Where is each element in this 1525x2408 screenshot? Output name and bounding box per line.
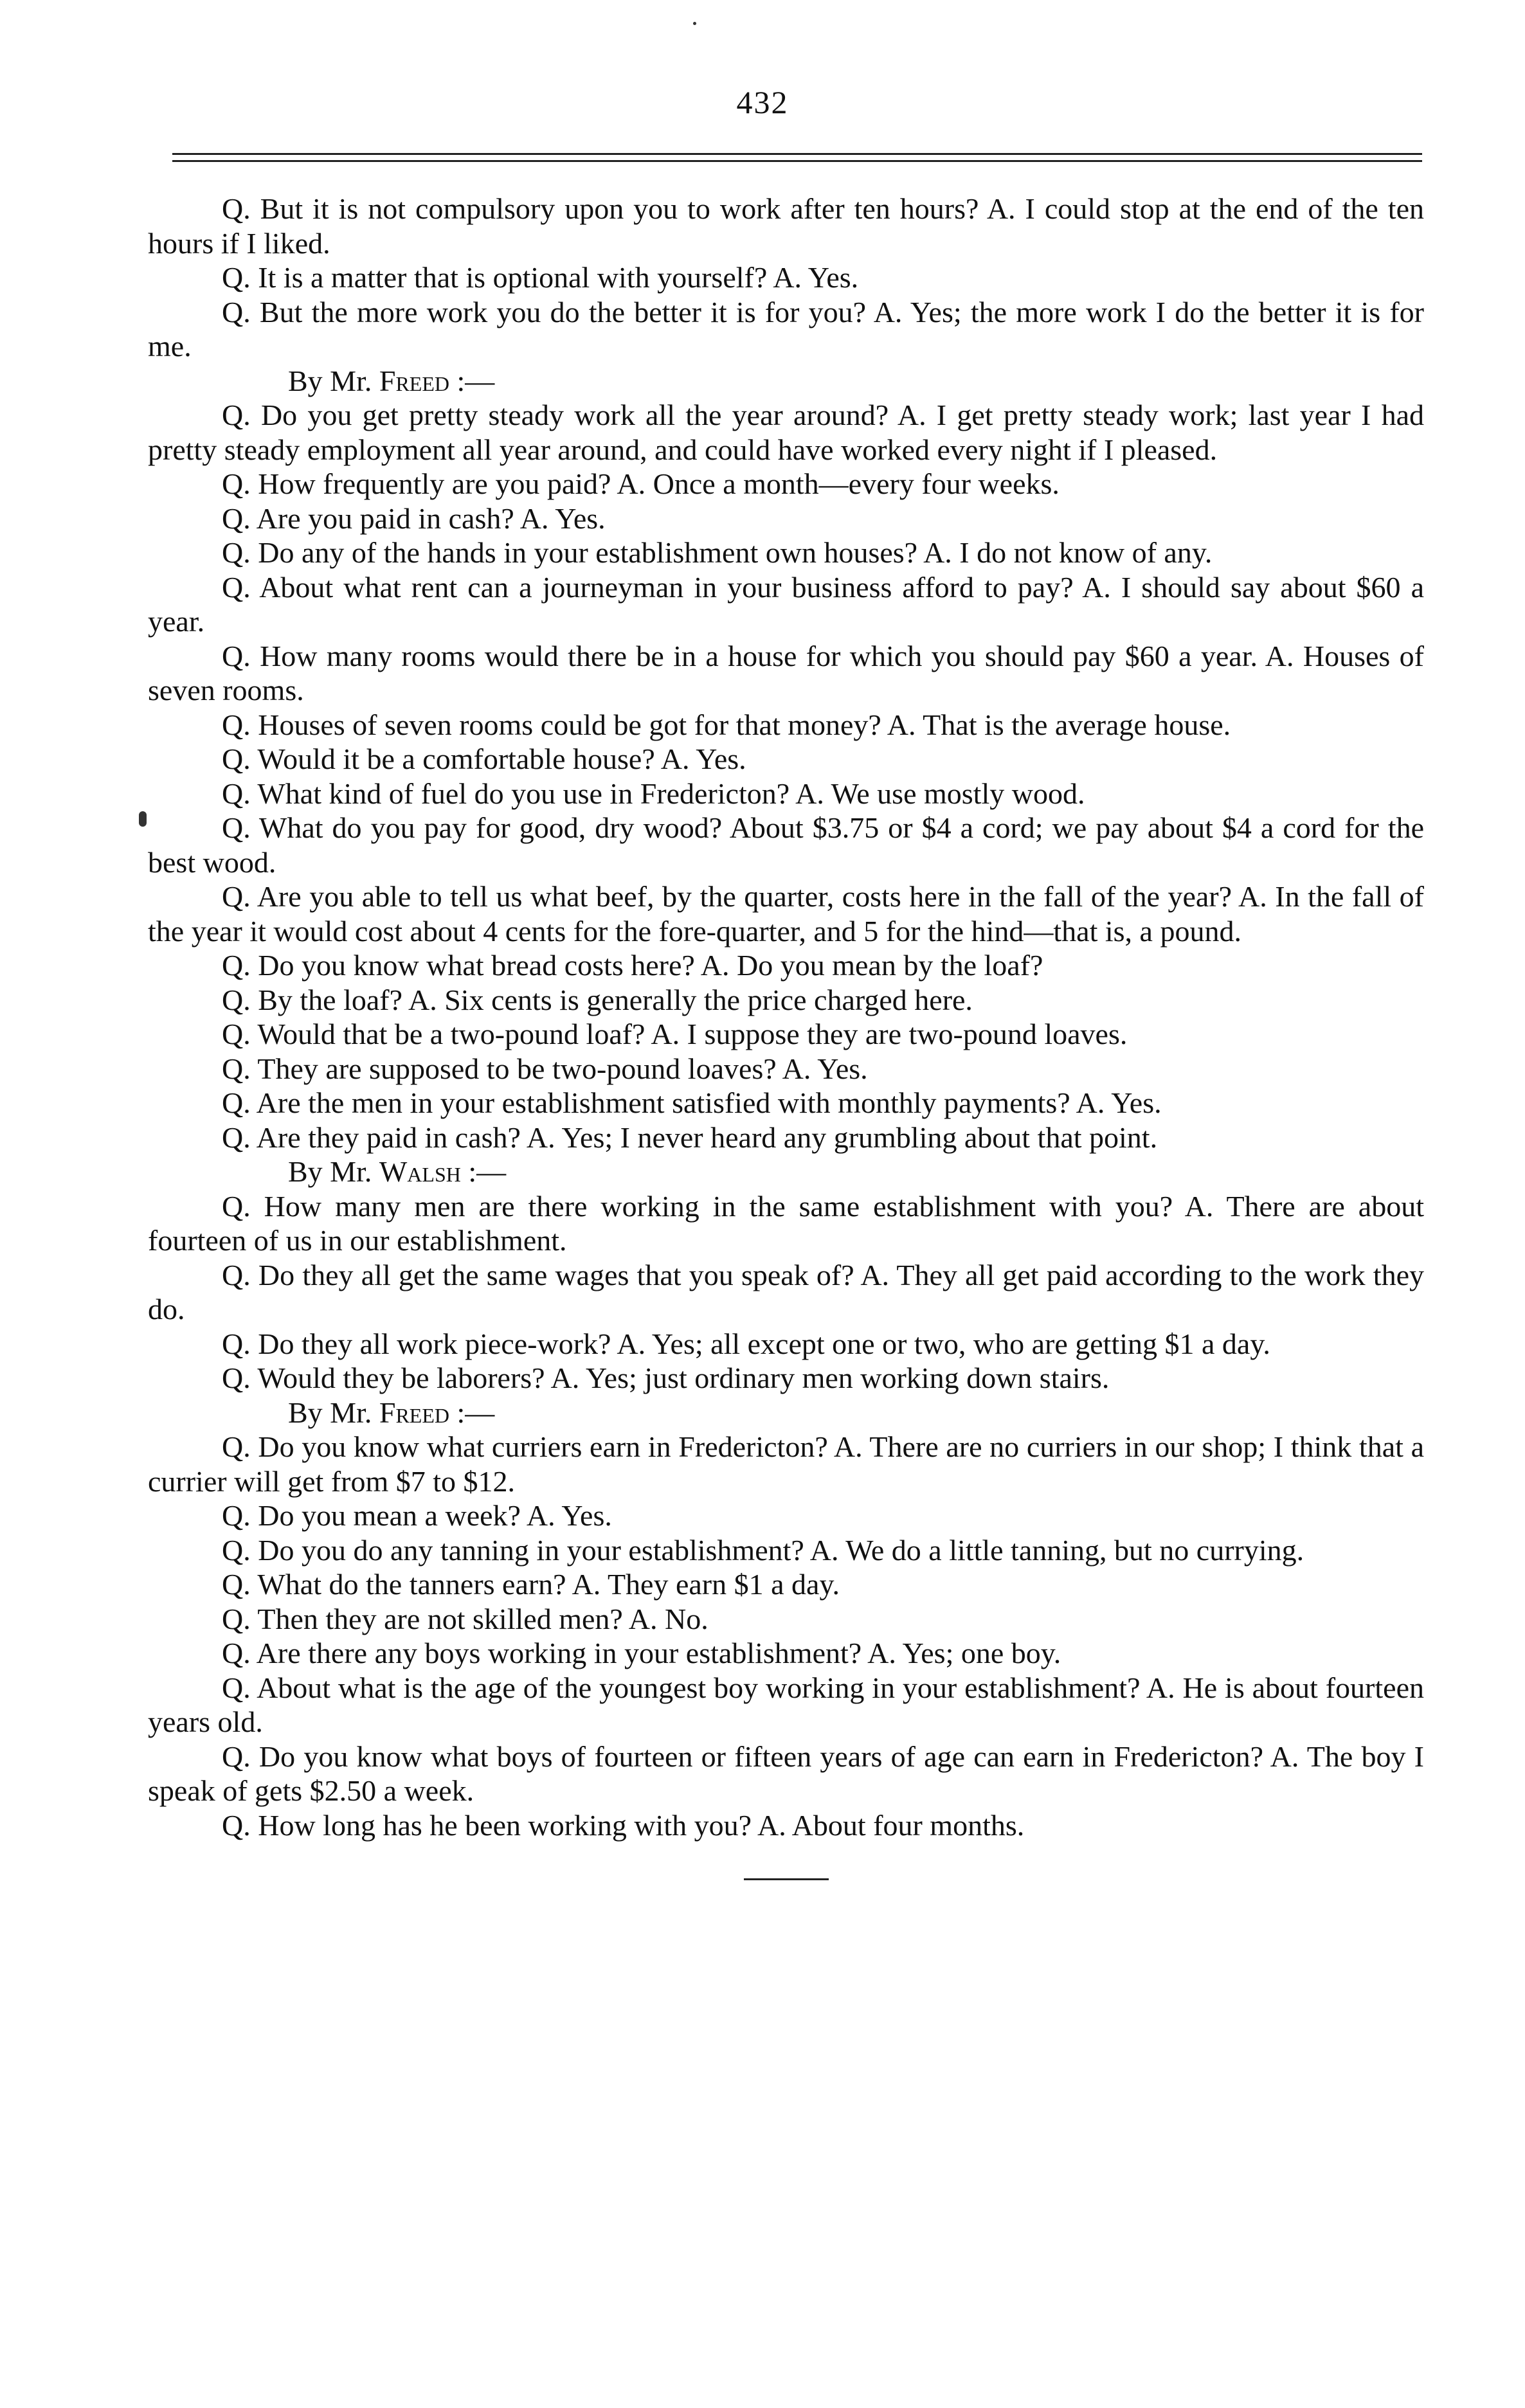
speaker-prefix: By Mr.	[288, 1396, 379, 1429]
qa-paragraph: Q. Do you know what boys of fourteen or fifteen years of age can earn in Fredericton? A. The boy I speak of gets $2.50 a week.	[148, 1739, 1424, 1807]
qa-paragraph: Q. Do you know what curriers earn in Fredericton? A. There are no curriers in our shop; I think that a currier will get from $7 to $12.	[148, 1430, 1424, 1498]
speaker-name: Walsh	[379, 1155, 461, 1188]
qa-paragraph: Q. Then they are not skilled men? A. No.	[222, 1602, 708, 1635]
qa-paragraph: Q. Do they all work piece-work? A. Yes; all except one or two, who are getting $1 a day.	[222, 1327, 1270, 1360]
testimony-body	[148, 192, 1424, 1880]
qa-paragraph: Q. Do you know what bread costs here? A. Do you mean by the loaf?	[222, 949, 1043, 982]
qa-paragraph: Q. How many rooms would there be in a house for which you should pay $60 a year. A. Houses of seven rooms.	[148, 639, 1424, 706]
speaker-heading	[148, 1396, 1424, 1430]
speaker-prefix: By Mr.	[288, 364, 379, 397]
qa-paragraph: Q. Houses of seven rooms could be got for that money? A. That is the average house.	[222, 708, 1231, 741]
speaker-suffix: :—	[460, 1155, 507, 1188]
qa-paragraph: Q. Would that be a two-pound loaf? A. I suppose they are two-pound loaves.	[222, 1018, 1128, 1050]
qa-paragraph: Q. Do any of the hands in your establishment own houses? A. I do not know of any.	[222, 536, 1213, 569]
qa-paragraph: Q. How long has he been working with you? A. About four months.	[222, 1808, 1025, 1842]
qa-paragraph: Q. Do you do any tanning in your establishment? A. We do a little tanning, but no currying.	[222, 1533, 1304, 1567]
qa-paragraph: Q. But the more work you do the better it is for you? A. Yes; the more work I do the better it is for me.	[148, 295, 1424, 363]
speaker-prefix: By Mr.	[288, 1155, 379, 1188]
page-number: 432	[736, 84, 789, 120]
qa-paragraph: Q. What kind of fuel do you use in Fredericton? A. We use mostly wood.	[222, 777, 1085, 810]
qa-paragraph: Q. By the loaf? A. Six cents is generally the price charged here.	[222, 983, 973, 1016]
qa-paragraph: Q. Are the men in your establishment satisfied with monthly payments? A. Yes.	[222, 1086, 1162, 1119]
qa-paragraph: Q. Are there any boys working in your establishment? A. Yes; one boy.	[222, 1637, 1061, 1669]
qa-paragraph: Q. Are you paid in cash? A. Yes.	[222, 501, 606, 535]
qa-paragraph: Q. Do they all get the same wages that you speak of? A. They all get paid according to the work they do.	[148, 1258, 1424, 1325]
qa-paragraph: Q. What do you pay for good, dry wood? About $3.75 or $4 a cord; we pay about $4 a cord for the best wood.	[148, 811, 1424, 879]
qa-paragraph: Q. It is a matter that is optional with yourself? A. Yes.	[222, 261, 859, 294]
qa-paragraph: Q. They are supposed to be two-pound loaves? A. Yes.	[222, 1052, 868, 1085]
header-double-rule	[172, 153, 1422, 162]
speaker-suffix: :—	[449, 364, 495, 397]
qa-paragraph: Q. About what is the age of the youngest boy working in your establishment? A. He is about fourteen years old.	[148, 1671, 1424, 1738]
qa-paragraph: Q. About what rent can a journeyman in your business afford to pay? A. I should say about $60 a year.	[148, 570, 1424, 638]
margin-bullet-mark	[139, 811, 147, 827]
speaker-name: Freed	[379, 364, 450, 397]
speaker-suffix: :—	[449, 1396, 495, 1429]
qa-paragraph: Q. But it is not compulsory upon you to work after ten hours? A. I could stop at the end of the ten hours if I liked.	[148, 192, 1424, 260]
speaker-heading	[148, 364, 1424, 399]
end-rule	[744, 1878, 829, 1880]
qa-paragraph: Q. Are they paid in cash? A. Yes; I never heard any grumbling about that point.	[222, 1120, 1158, 1154]
qa-paragraph: Q. How many men are there working in the same establishment with you? A. There are about fourteen of us in our establishment.	[148, 1189, 1424, 1257]
qa-paragraph: Q. Do you mean a week? A. Yes.	[222, 1499, 612, 1532]
qa-paragraph: Q. How frequently are you paid? A. Once a month—every four weeks.	[222, 467, 1060, 500]
qa-paragraph: Q. Would they be laborers? A. Yes; just ordinary men working down stairs.	[222, 1361, 1110, 1394]
stray-dot-mark	[693, 22, 696, 25]
qa-paragraph: Q. Would it be a comfortable house? A. Yes.	[222, 742, 746, 775]
speaker-heading	[148, 1155, 1424, 1189]
qa-paragraph: Q. What do the tanners earn? A. They earn $1 a day.	[222, 1568, 840, 1601]
speaker-name: Freed	[379, 1396, 450, 1429]
qa-paragraph: Q. Are you able to tell us what beef, by the quarter, costs here in the fall of the year? A. In the fall of the year it would cost about 4 cents for the fore-quarter, and 5 for the hind—that is, a pound.	[148, 880, 1424, 948]
qa-paragraph: Q. Do you get pretty steady work all the year around? A. I get pretty steady work; last year I had pretty steady employment all year around, and could have worked every night if I pleased.	[148, 399, 1424, 466]
